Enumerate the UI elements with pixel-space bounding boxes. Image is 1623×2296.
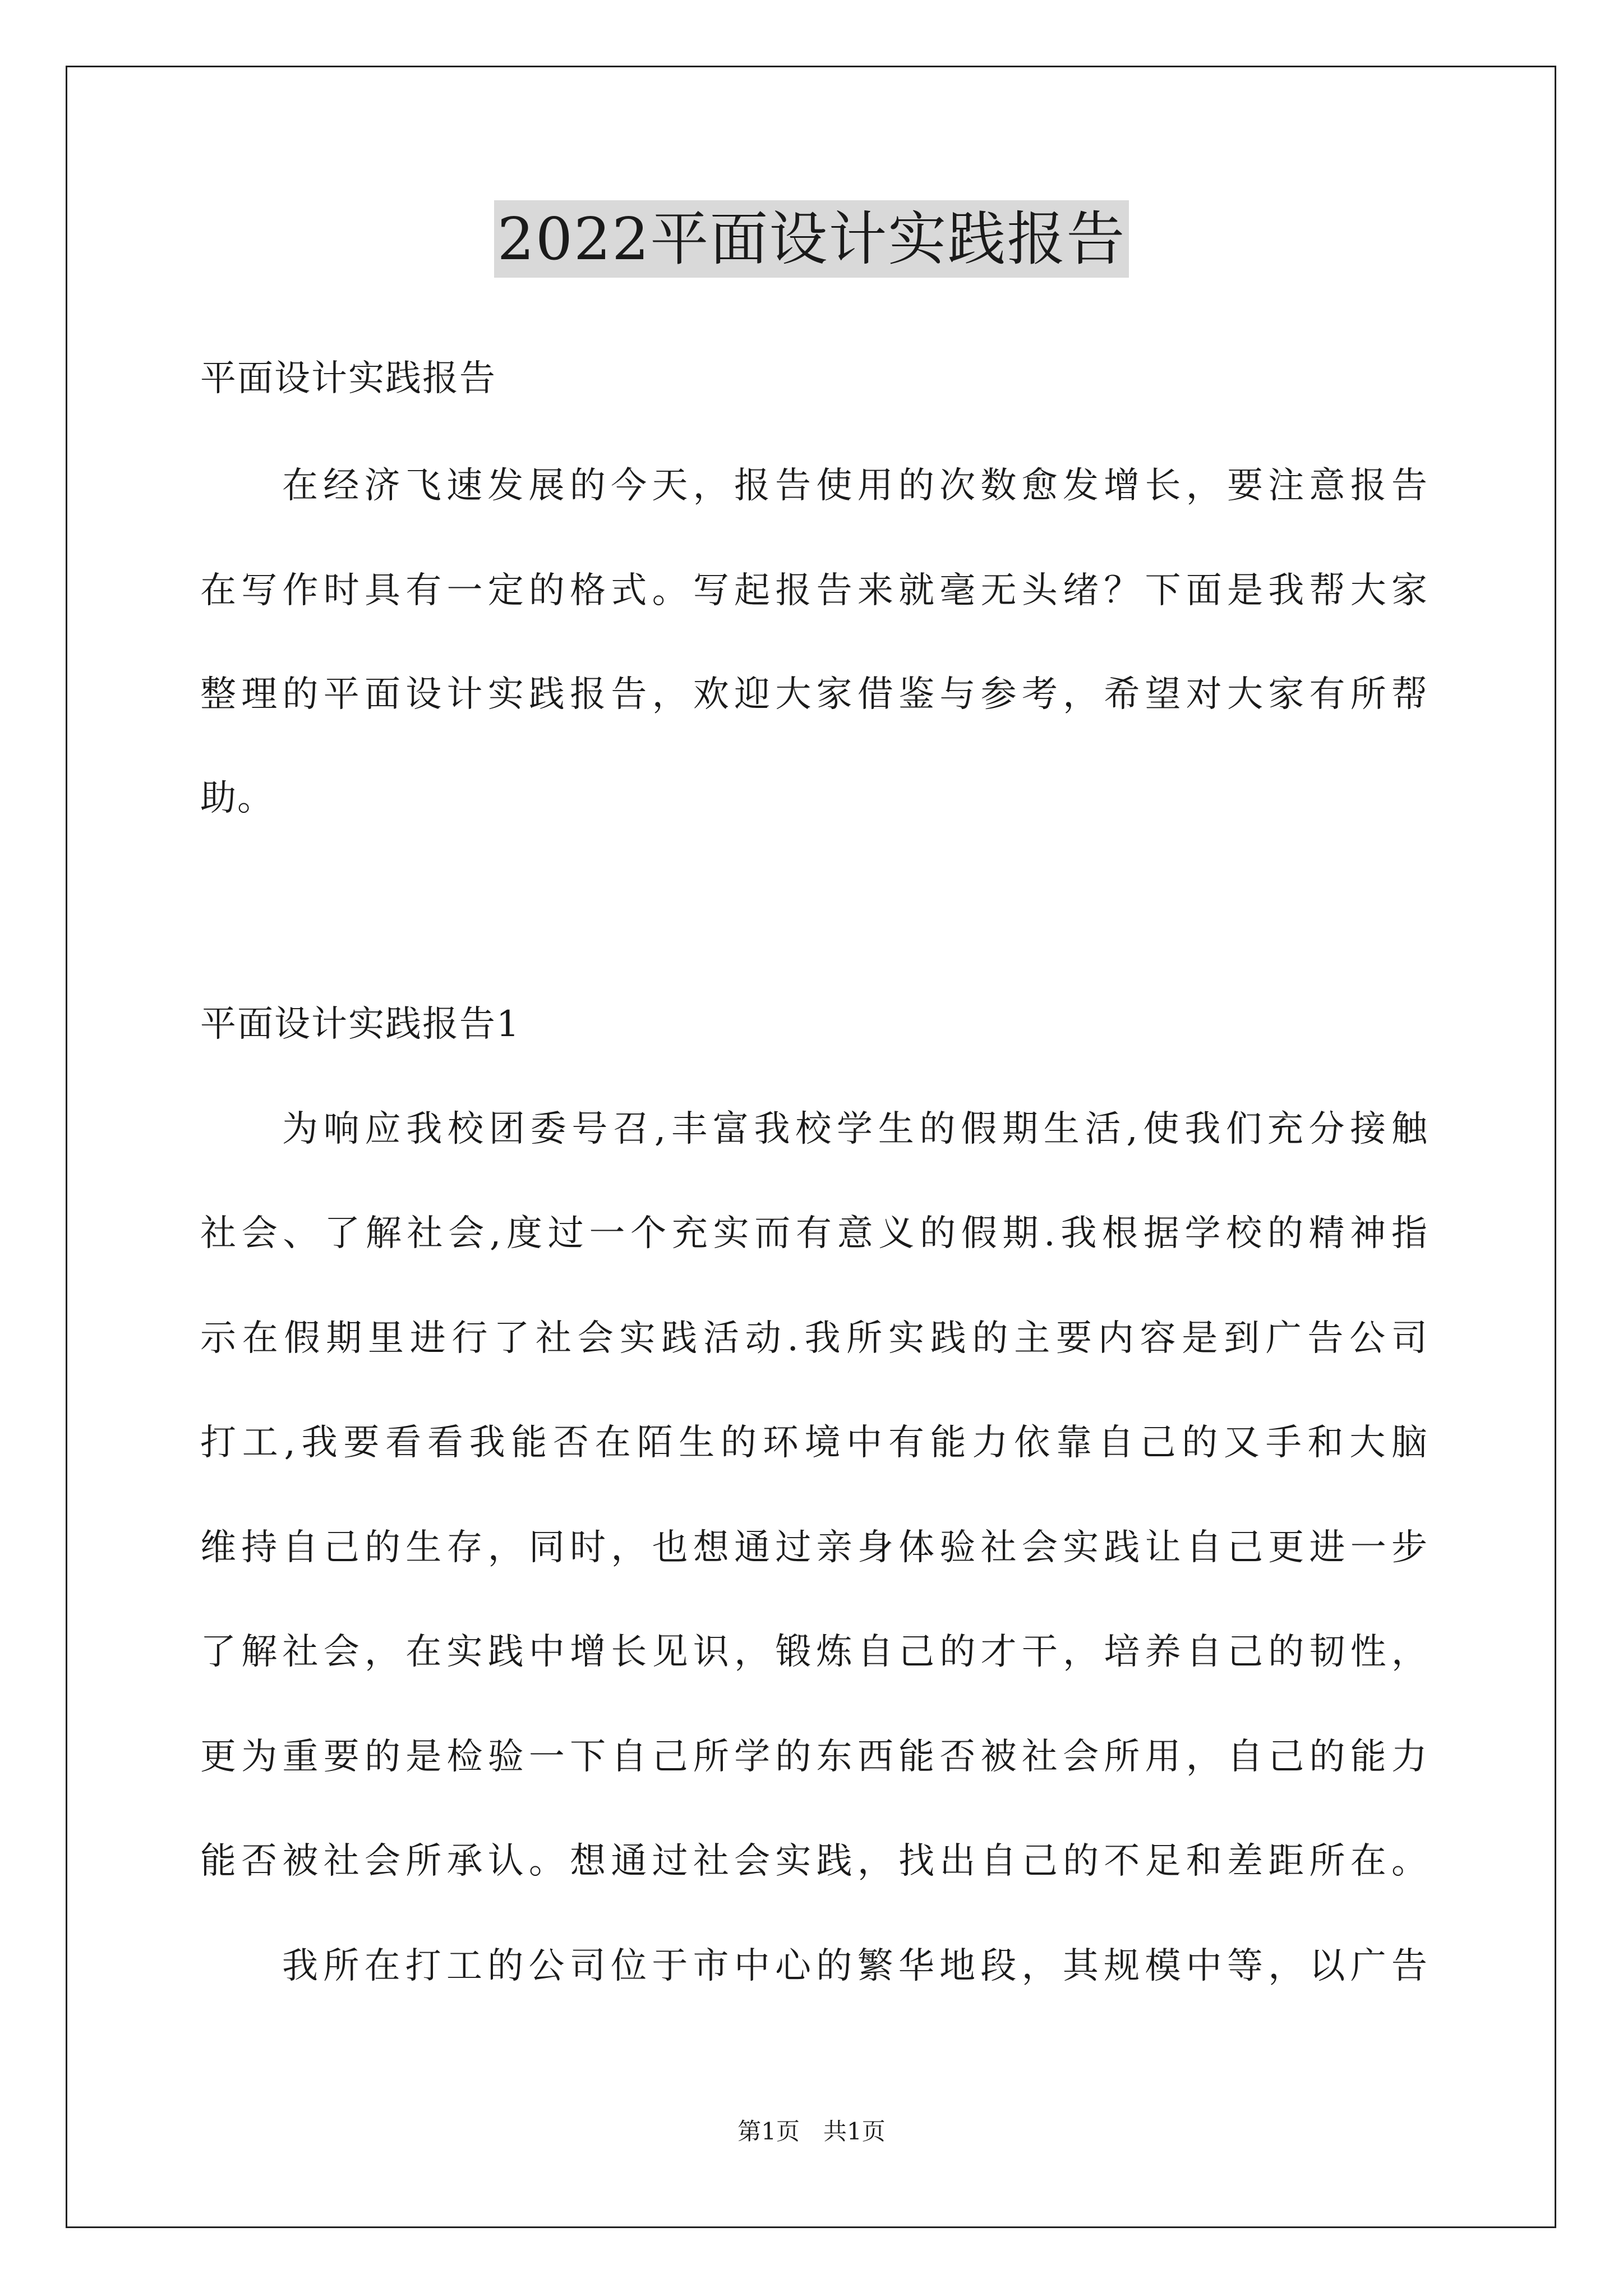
paragraph-line-6: 了解社会，在实践中增长见识，锻炼自己的才干，培养自己的韧性， <box>200 1631 1428 1673</box>
paragraph2-line-1: 我所在打工的公司位于市中心的繁华地段，其规模中等，以广告 <box>282 1945 1428 1987</box>
document-subtitle: 平面设计实践报告 <box>200 358 496 399</box>
title-container <box>0 200 1623 278</box>
paragraph-line-3: 示在假期里进行了社会实践活动.我所实践的主要内容是到广告公司 <box>200 1318 1428 1359</box>
paragraph-line-1: 为响应我校团委号召,丰富我校学生的假期生活,使我们充分接触 <box>282 1108 1428 1150</box>
paragraph-line-4: 打工,我要看看我能否在陌生的环境中有能力依靠自己的又手和大脑 <box>200 1422 1428 1464</box>
page-number-footer: 第1页 共1页 <box>737 2118 886 2145</box>
intro-line-1: 在经济飞速发展的今天，报告使用的次数愈发增长，要注意报告 <box>282 465 1428 507</box>
paragraph-line-8: 能否被社会所承认。想通过社会实践，找出自己的不足和差距所在。 <box>200 1841 1428 1882</box>
paragraph-line-7: 更为重要的是检验一下自己所学的东西能否被社会所用，自己的能力 <box>200 1736 1428 1778</box>
paragraph-line-2: 社会、了解社会,度过一个充实而有意义的假期.我根据学校的精神指 <box>200 1213 1428 1254</box>
section-heading: 平面设计实践报告1 <box>200 1004 520 1045</box>
document-title: 2022平面设计实践报告 <box>494 200 1129 278</box>
intro-line-2: 在写作时具有一定的格式。写起报告来就毫无头绪？下面是我帮大家 <box>200 570 1428 611</box>
intro-line-4: 助。 <box>200 777 274 819</box>
intro-line-3: 整理的平面设计实践报告，欢迎大家借鉴与参考，希望对大家有所帮 <box>200 674 1428 715</box>
paragraph-line-5: 维持自己的生存，同时，也想通过亲身体验社会实践让自己更进一步 <box>200 1527 1428 1568</box>
